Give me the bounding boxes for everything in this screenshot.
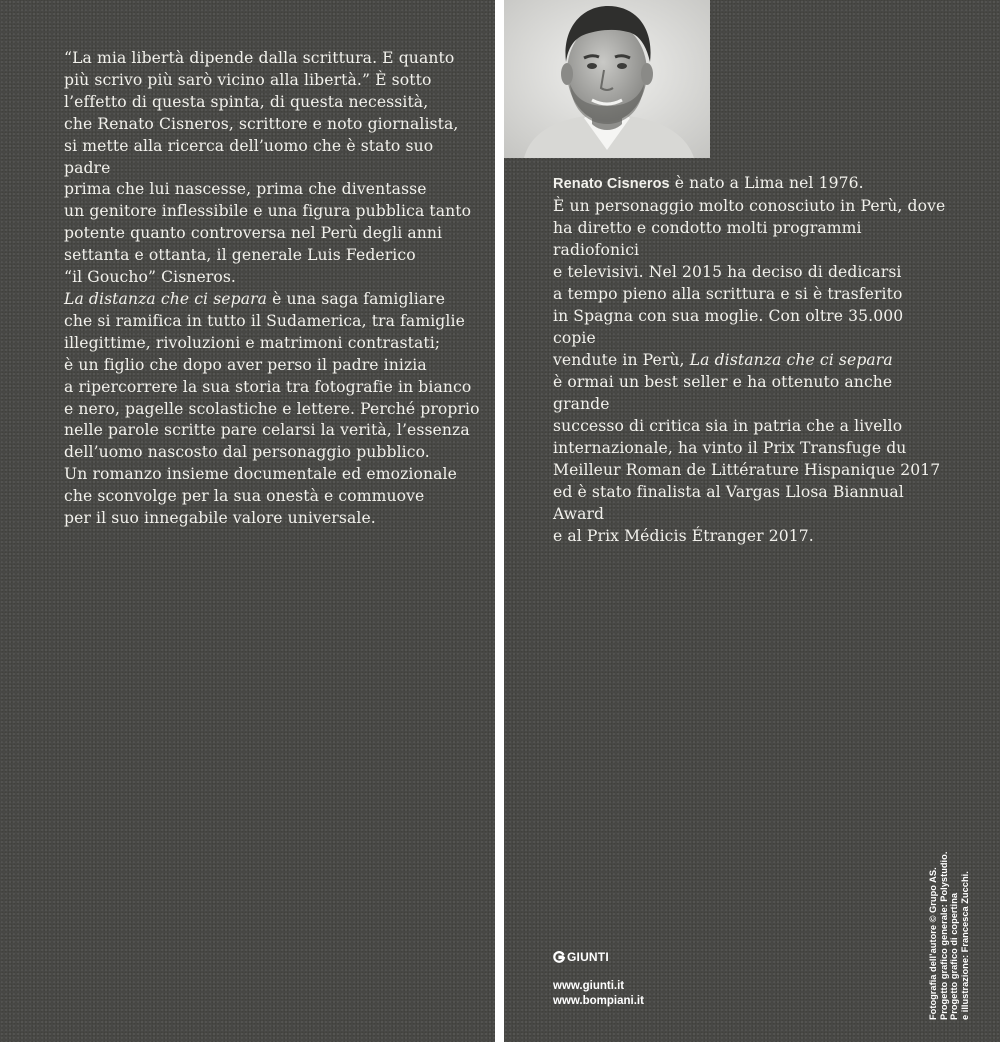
bio-line: [553, 349, 949, 371]
giunti-logo: [553, 950, 644, 964]
synopsis-line: più scrivo più sarò vicino alla libertà.” È sotto: [64, 70, 432, 89]
bio-line: ha diretto e condotto molti programmi radiofonici: [553, 219, 862, 259]
credit-line: Progetto grafico generale: Polystudio.: [938, 851, 949, 1020]
publisher-urls: [553, 979, 644, 1009]
synopsis-line: si mette alla ricerca dell’uomo che è stato suo padre: [64, 136, 434, 177]
giunti-g-icon: [553, 951, 565, 963]
bio-line: È un personaggio molto conosciuto in Perù, dove: [553, 197, 946, 215]
synopsis-line: settanta e ottanta, il generale Luis Federico: [64, 246, 416, 265]
synopsis-line: è un figlio che dopo aver perso il padre inizia: [64, 355, 427, 374]
synopsis-line: che sconvolge per la sua onestà e commuove: [64, 487, 425, 506]
synopsis-line: nelle parole scritte pare celarsi la verità, l’essenza: [64, 421, 470, 440]
synopsis-line: che Renato Cisneros, scrittore e noto giornalista,: [64, 114, 459, 133]
publisher-block: [553, 950, 644, 1009]
author-bio: [553, 172, 949, 547]
bio-line-rest: è nato a Lima nel 1976.: [669, 174, 864, 192]
credit-line: e illustrazione: Francesca Zucchi.: [959, 871, 970, 1020]
synopsis-line: “il Goucho” Cisneros.: [64, 268, 236, 287]
synopsis-line: un genitore inflessibile e una figura pubblica tanto: [64, 202, 472, 221]
book-title: La distanza che ci separa: [64, 289, 268, 308]
synopsis-line: l’effetto di questa spinta, di questa necessità,: [64, 92, 429, 111]
bio-line-pre: vendute in Perù,: [553, 351, 690, 369]
synopsis-line: e nero, pagelle scolastiche e lettere. Perché proprio: [64, 399, 480, 418]
book-title: La distanza che ci separa: [689, 351, 893, 369]
bio-line: ed è stato finalista al Vargas Llosa Biannual Award: [553, 483, 904, 523]
bio-line: è ormai un best seller e ha ottenuto anche grande: [553, 373, 893, 413]
bio-line: [553, 172, 949, 195]
giunti-logo-text: GIUNTI: [567, 950, 609, 964]
synopsis-line: prima che lui nascesse, prima che diventasse: [64, 180, 427, 199]
synopsis-line: [64, 289, 484, 311]
credit-line: Fotografia dell’autore © Grupo AS.: [928, 867, 938, 1020]
synopsis-line: a ripercorrere la sua storia tra fotografie in bianco: [64, 377, 472, 396]
author-photo: [504, 0, 710, 158]
synopsis-line-rest: è una saga famigliare: [267, 289, 446, 308]
credit-line: Progetto grafico di copertina: [949, 892, 960, 1020]
fold-gutter: [495, 0, 504, 1042]
synopsis-line: che si ramifica in tutto il Sudamerica, tra famiglie: [64, 311, 465, 330]
synopsis-line: potente quanto controversa nel Perù degli anni: [64, 224, 443, 243]
synopsis-line: per il suo innegabile valore universale.: [64, 509, 376, 528]
synopsis-line: “La mia libertà dipende dalla scrittura. E quanto: [64, 49, 455, 67]
bio-line: e televisivi. Nel 2015 ha deciso di dedicarsi: [553, 263, 902, 281]
url-giunti[interactable]: www.giunti.it: [553, 980, 625, 992]
credits-vertical: [928, 852, 970, 1020]
bio-line: internazionale, ha vinto il Prix Transfuge du: [553, 439, 907, 457]
bio-line: e al Prix Médicis Étranger 2017.: [553, 527, 814, 545]
url-bompiani[interactable]: www.bompiani.it: [553, 995, 644, 1007]
author-name: Renato Cisneros: [553, 176, 670, 192]
author-portrait-icon: [504, 0, 710, 158]
bio-line: Meilleur Roman de Littérature Hispanique 2017: [553, 461, 941, 479]
synopsis-line: dell’uomo nascosto dal personaggio pubblico.: [64, 443, 430, 462]
synopsis-line: Un romanzo insieme documentale ed emozionale: [64, 465, 457, 484]
synopsis-text: [64, 48, 484, 530]
synopsis-line: illegittime, rivoluzioni e matrimoni contrastati;: [64, 333, 441, 352]
bio-line: a tempo pieno alla scrittura e si è trasferito: [553, 285, 903, 303]
bio-line: successo di critica sia in patria che a livello: [553, 417, 903, 435]
bio-line: in Spagna con sua moglie. Con oltre 35.000 copie: [553, 307, 904, 347]
